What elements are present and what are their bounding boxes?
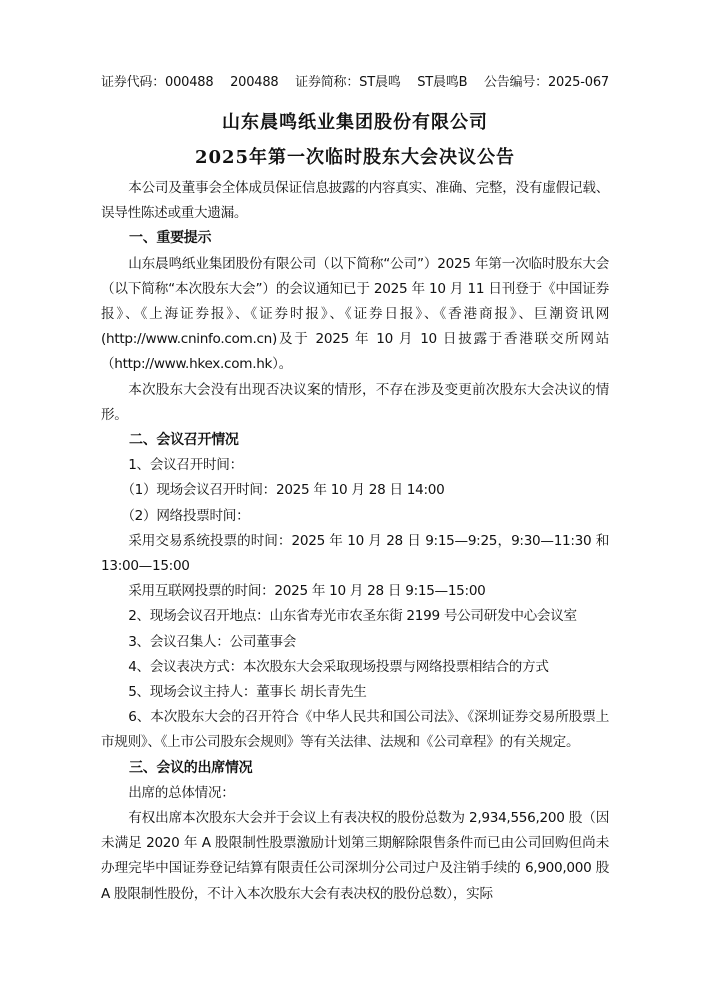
section-heading-meeting-convening: 二、会议召开情况: [129, 432, 239, 449]
meeting-host: 5、现场会议主持人：董事长 胡长青先生: [128, 684, 367, 701]
trading-system-voting-time: 采用交易系统投票的时间：2025 年 10 月 28 日 9:15—9:25，9:30—11:30 和 13:00—15:00: [101, 532, 609, 575]
notice-paragraph: 山东晨鸣纸业集团股份有限公司（以下简称“公司”）2025 年第一次临时股东大会（以下简称“本次股东大会”）的会议通知已于 2025 年 10 月 11 日刊登于《中国证券报》、《上海证券报》、《证券时报》、《证券日报》、《香港商报》、巨潮资讯网(http://www.cninfo.com.cn)及于 2025 年 10 月 10 日披露于香港联交所网站（http://www.hkex.com.hk）。: [101, 255, 609, 373]
section-heading-important-notice: 一、重要提示: [129, 230, 212, 247]
legal-compliance: 6、本次股东大会的召开符合《中华人民共和国公司法》、《深圳证券交易所股票上市规则》、《上市公司股东会规则》等有关法律、法规和《公司章程》的有关规定。: [101, 709, 609, 751]
internet-voting-time: 采用互联网投票的时间：2025 年 10 月 28 日 9:15—15:00: [128, 583, 486, 600]
voting-method: 4、会议表决方式：本次股东大会采取现场投票与网络投票相结合的方式: [128, 658, 549, 675]
section-heading-attendance: 三、会议的出席情况: [129, 759, 253, 776]
meeting-convener: 3、会议召集人：公司董事会: [128, 633, 297, 650]
announcement-number: 公告编号：2025-067: [483, 75, 609, 90]
overall-attendance-label: 出席的总体情况：: [128, 784, 235, 801]
disclaimer-paragraph: 本公司及董事会全体成员保证信息披露的内容真实、准确、完整，没有虚假记载、误导性陈述或重大遗漏。: [101, 180, 609, 222]
company-title: 山东晨鸣纸业集团股份有限公司: [222, 112, 488, 133]
meeting-time-label: 1、会议召开时间：: [128, 457, 243, 474]
security-abbreviation-b: ST晨鸣B: [417, 75, 468, 90]
document-body: [101, 176, 609, 907]
online-voting-time-label: （2）网络投票时间：: [121, 507, 250, 524]
security-abbreviation: 证券简称：ST晨鸣: [295, 75, 401, 90]
no-veto-paragraph: 本次股东大会没有出现否决议案的情形，不存在涉及变更前次股东大会决议的情形。: [101, 381, 609, 423]
document-title: 2025年第一次临时股东大会决议公告: [194, 147, 516, 168]
overall-attendance-text: 有权出席本次股东大会并于会议上有表决权的股份总数为 2,934,556,200 股（因未满足 2020 年 A 股限制性股票激励计划第三期解除限售条件而已由公司回购但尚未办理完毕中国证券登记结算有限责任公司深圳分公司过户及注销手续的 6,900,000 股 A 股限制性股份，不计入本次股东大会有表决权的股份总数），实际: [101, 810, 609, 902]
security-code-b: 200488: [230, 75, 279, 90]
announcement-header: [101, 72, 609, 94]
onsite-meeting-time: （1）现场会议召开时间：2025 年 10 月 28 日 14:00: [121, 482, 445, 499]
document-page: [101, 72, 609, 907]
security-code: 证券代码：000488: [101, 75, 214, 90]
meeting-location: 2、现场会议召开地点：山东省寿光市农圣东街 2199 号公司研发中心会议室: [128, 608, 577, 625]
